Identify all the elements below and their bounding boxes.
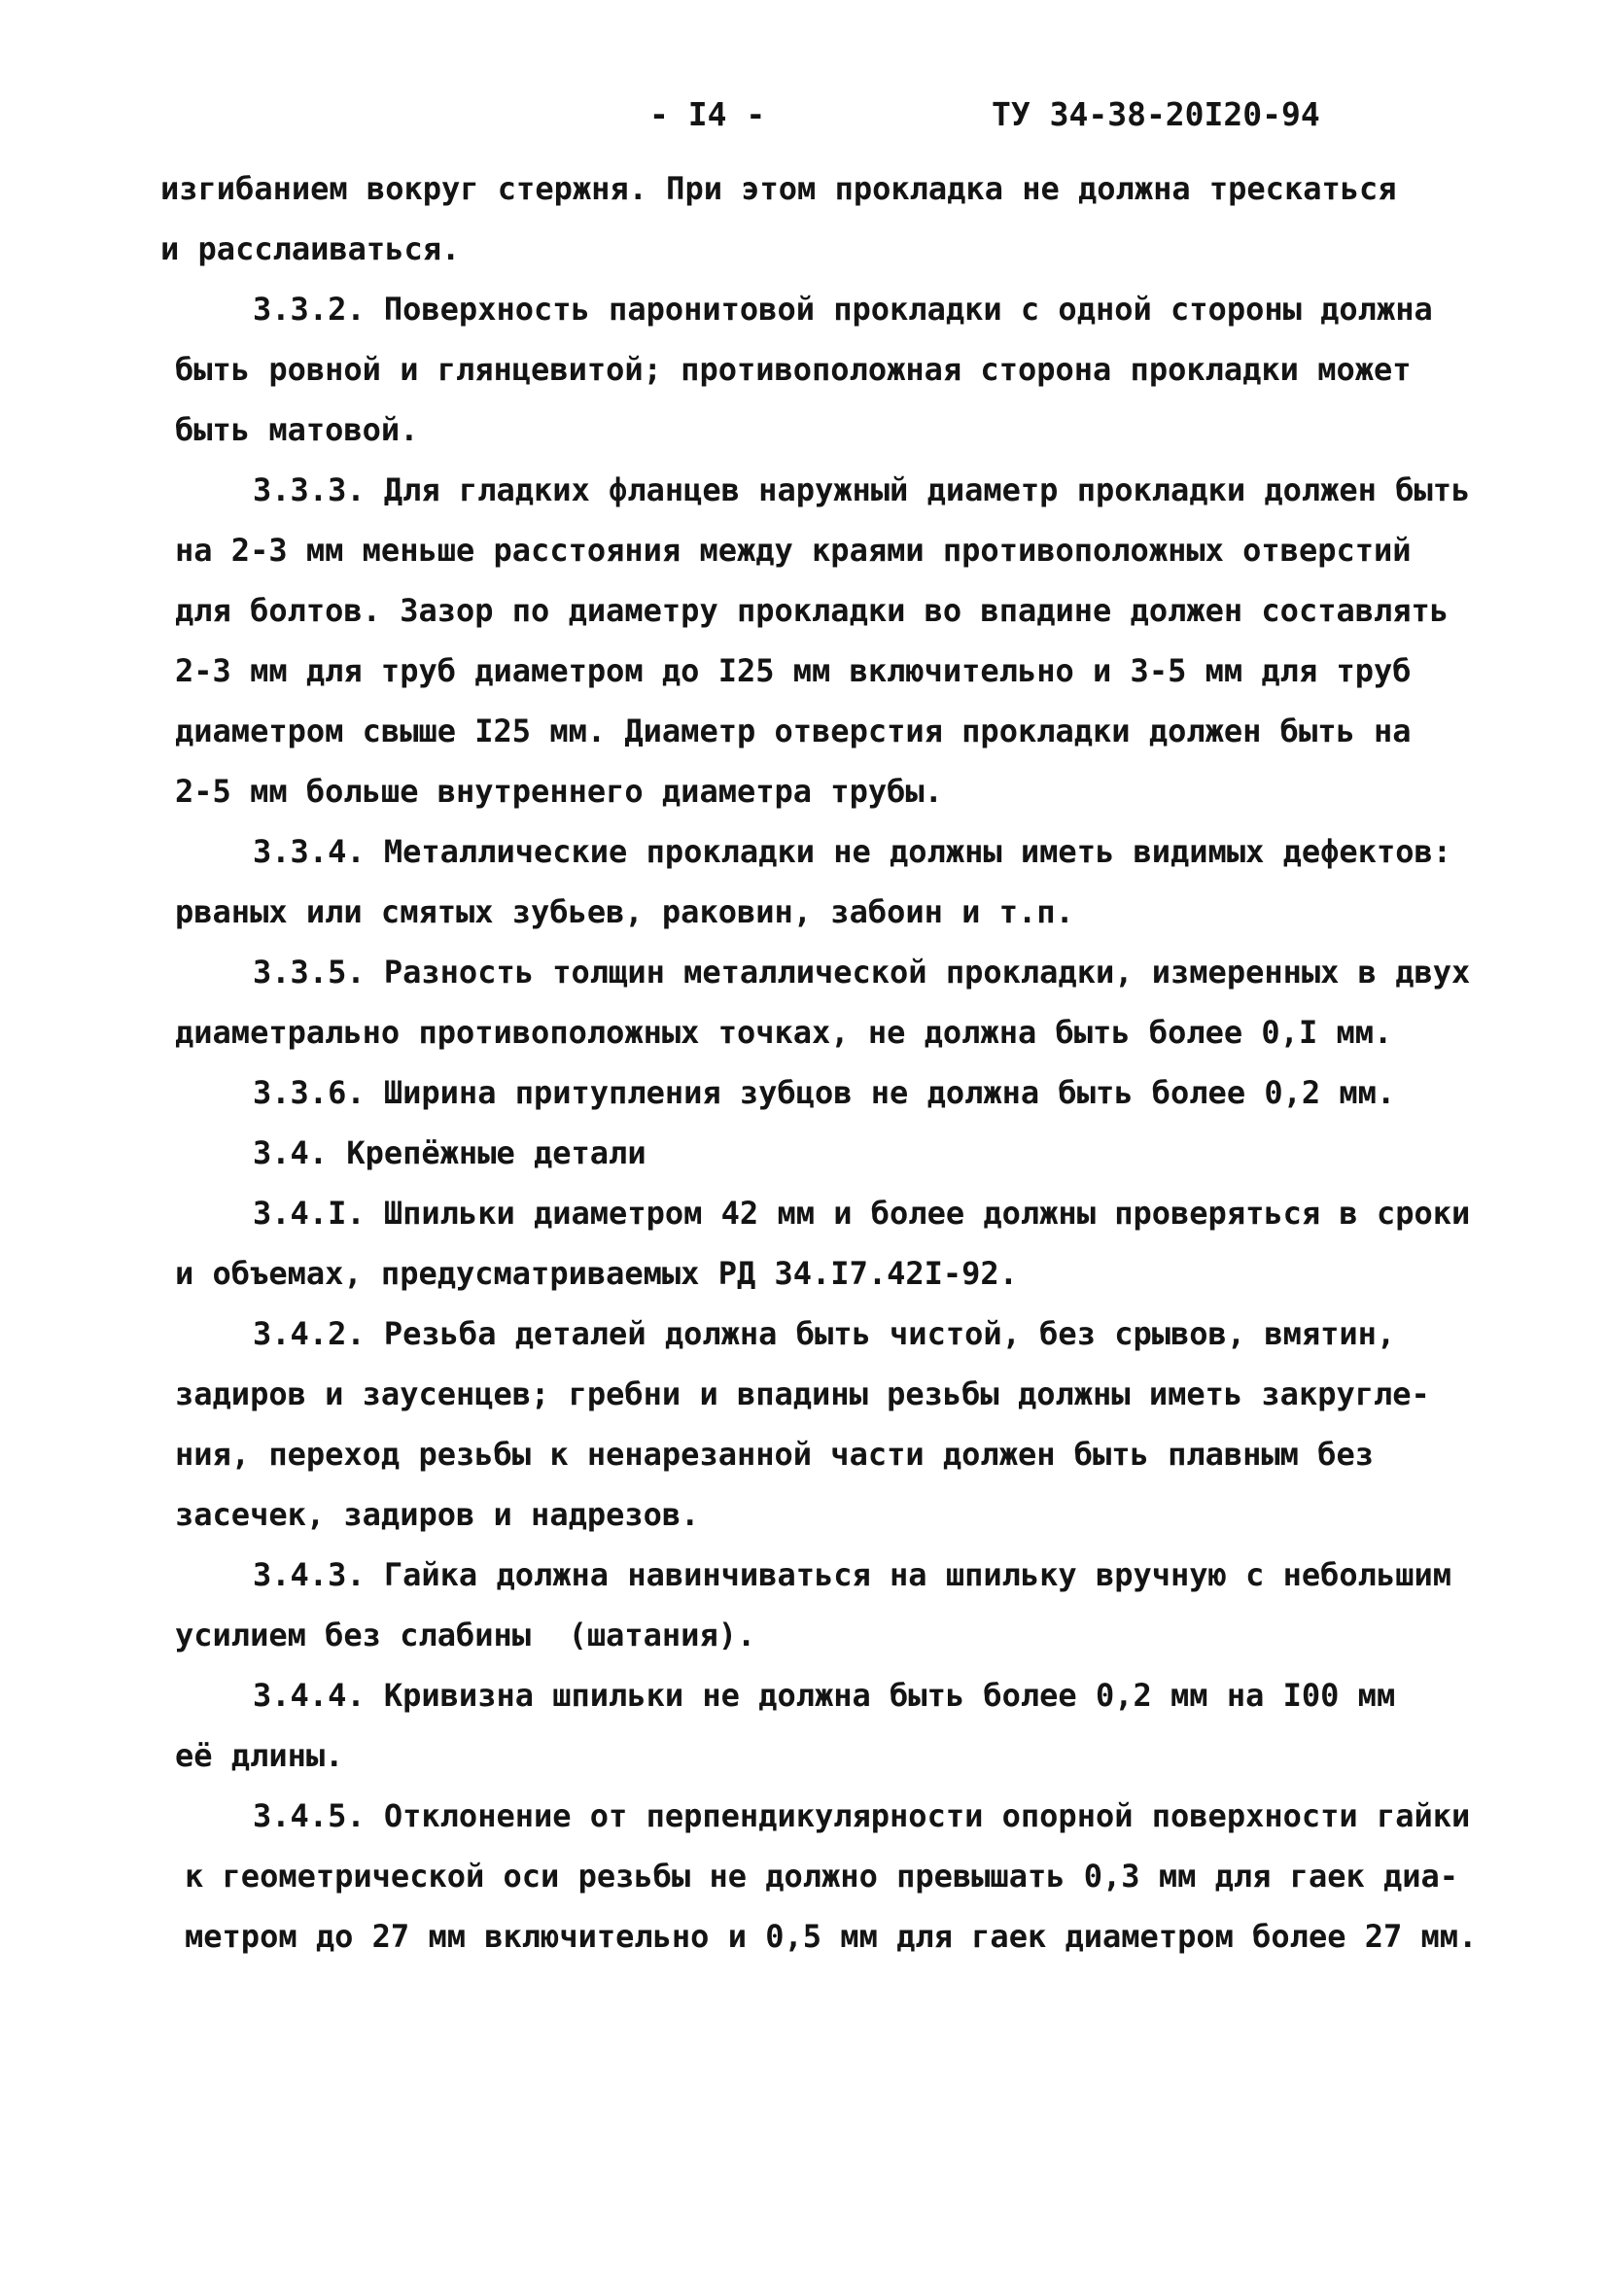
paragraph-3-4-1: 3.4.I. Шпильки диаметром 42 мм и более должны проверяться в сроки <box>253 1195 1471 1232</box>
text-line: её длины. <box>175 1737 344 1774</box>
page-number: - I4 - <box>649 95 766 133</box>
text-line: быть ровной и глянцевитой; противоположная сторона прокладки может <box>175 351 1412 388</box>
text-line: усилием без слабины (шатания). <box>175 1617 756 1653</box>
text-line: и расслаиваться. <box>160 230 461 267</box>
paragraph-3-3-5: 3.3.5. Разность толщин металлической прокладки, измеренных в двух <box>253 954 1471 991</box>
text-line: ния, переход резьбы к ненарезанной части должен быть плавным без <box>175 1436 1374 1473</box>
paragraph-3-3-2: 3.3.2. Поверхность паронитовой прокладки с одной стороны должна <box>253 291 1433 328</box>
paragraph-3-4-5: 3.4.5. Отклонение от перпендикулярности опорной поверхности гайки <box>253 1797 1471 1834</box>
paragraph-3-3-3: 3.3.3. Для гладких фланцев наружный диаметр прокладки должен быть <box>253 471 1471 508</box>
paragraph-3-3-6: 3.3.6. Ширина притупления зубцов не должна быть более 0,2 мм. <box>253 1074 1396 1111</box>
document-code: ТУ 34-38-20I20-94 <box>992 95 1320 133</box>
section-heading-3-4: 3.4. Крепёжные детали <box>253 1134 646 1171</box>
paragraph-3-4-4: 3.4.4. Кривизна шпильки не должна быть более 0,2 мм на I00 мм <box>253 1677 1396 1714</box>
text-line: к геометрической оси резьбы не должно превышать 0,3 мм для гаек диа- <box>185 1858 1459 1895</box>
text-line: диаметрально противоположных точках, не должна быть более 0,I мм. <box>175 1014 1393 1051</box>
text-line: 2-3 мм для труб диаметром до I25 мм включительно и 3-5 мм для труб <box>175 652 1412 689</box>
body-text <box>146 158 1507 1966</box>
text-line: метром до 27 мм включительно и 0,5 мм для гаек диаметром более 27 мм. <box>185 1918 1478 1955</box>
paragraph-3-4-2: 3.4.2. Резьба деталей должна быть чистой, без срывов, вмятин, <box>253 1315 1396 1352</box>
paragraph-3-4-3: 3.4.3. Гайка должна навинчиваться на шпильку вручную с небольшим <box>253 1556 1451 1593</box>
page-header <box>0 95 1607 144</box>
text-line: засечек, задиров и надрезов. <box>175 1496 700 1533</box>
text-line: на 2-3 мм меньше расстояния между краями противоположных отверстий <box>175 532 1412 569</box>
text-line: рваных или смятых зубьев, раковин, забоин и т.п. <box>175 893 1074 930</box>
text-line: диаметром свыше I25 мм. Диаметр отверстия прокладки должен быть на <box>175 713 1412 749</box>
text-line: изгибанием вокруг стержня. При этом прокладка не должна трескаться <box>160 170 1397 207</box>
text-line: и объемах, предусматриваемых РД 34.I7.42I-92. <box>175 1255 1018 1292</box>
text-line: 2-5 мм больше внутреннего диаметра трубы. <box>175 773 943 810</box>
text-line: задиров и заусенцев; гребни и впадины резьбы должны иметь закругле- <box>175 1375 1430 1412</box>
paragraph-3-3-4: 3.3.4. Металлические прокладки не должны иметь видимых дефектов: <box>253 833 1451 870</box>
text-line: для болтов. Зазор по диаметру прокладки во впадине должен составлять <box>175 592 1450 629</box>
text-line: быть матовой. <box>175 411 419 448</box>
